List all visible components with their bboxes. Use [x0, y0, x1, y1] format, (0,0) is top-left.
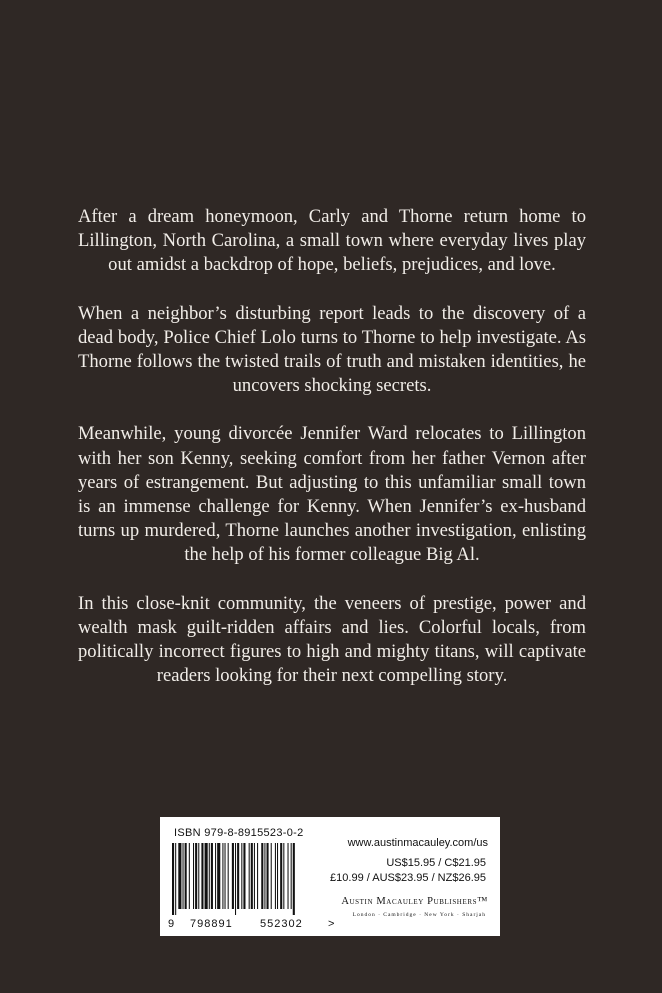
blurb-paragraph-3: Meanwhile, young divorcée Jennifer Ward relocates to Lillington with her son Kenny, seeking comfort from her father Vernon after years of estrangement. But adjusting to this unfamiliar small town is an immense challenge for Kenny. When Jennifer’s ex-husband turns up murdered, Thorne launches another investigation, enlisting the help of his former colleague Big Al. [78, 423, 586, 566]
barcode-quiet-zone-mark: > [328, 918, 335, 930]
price-line-1: US$15.95 / C$21.95 [386, 857, 486, 869]
isbn-label: ISBN 979-8-8915523-0-2 [174, 827, 304, 839]
publisher-url: www.austinmacauley.com/us [347, 837, 488, 849]
barcode-digits-right: 552302 [260, 918, 303, 930]
blurb-paragraph-4: In this close-knit community, the veneers of prestige, power and wealth mask guilt-ridden affairs and lies. Colorful locals, from politically incorrect figures to high and mighty titans, will captivate readers looking for their next compelling story. [78, 592, 586, 687]
blurb-paragraph-2: When a neighbor’s disturbing report leads to the discovery of a dead body, Police Chief Lolo turns to Thorne to help investigate. As Thorne follows the twisted trails of truth and mistaken identities, he uncovers shocking secrets. [78, 302, 586, 397]
barcode-digit-prefix: 9 [168, 918, 175, 930]
barcode-digits-left: 798891 [190, 918, 233, 930]
blurb-paragraph-1: After a dream honeymoon, Carly and Thorne return home to Lillington, North Carolina, a small town where everyday lives play out amidst a backdrop of hope, beliefs, prejudices, and love. [78, 206, 586, 276]
publisher-logo: Austin Macauley Publishers™ [341, 896, 488, 907]
barcode-icon [172, 843, 330, 915]
price-line-2: £10.99 / AUS$23.95 / NZ$26.95 [330, 872, 486, 884]
back-cover-blurb [78, 205, 586, 712]
publisher-cities: London · Cambridge · New York · Sharjah [352, 912, 486, 918]
barcode-panel [160, 817, 500, 936]
